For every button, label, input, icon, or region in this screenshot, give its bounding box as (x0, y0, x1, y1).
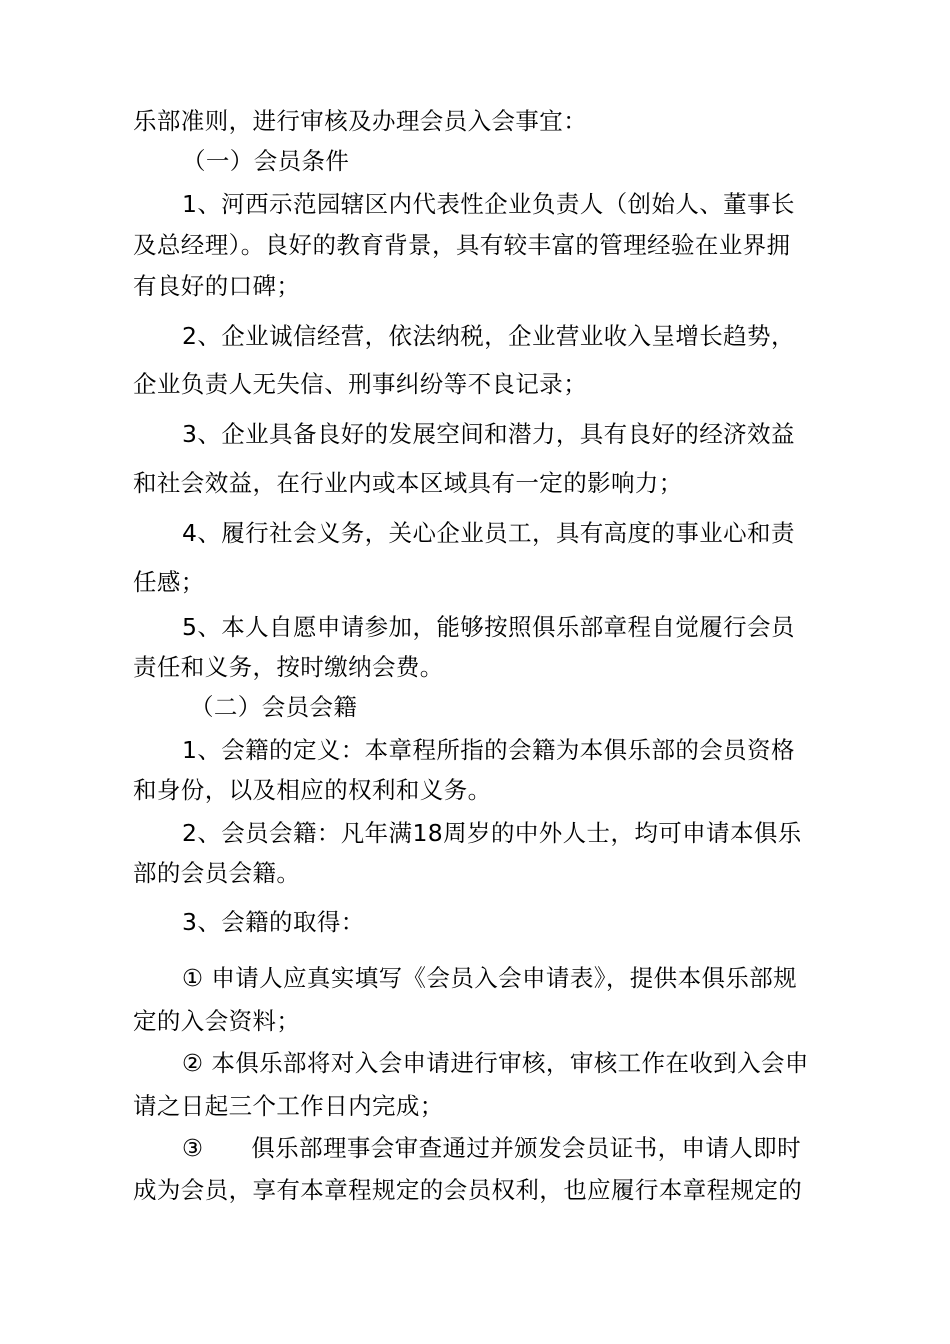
text-line: 4、履行社会义务，关心企业员工，具有高度的事业心和责 (182, 519, 795, 547)
text-line: 乐部准则，进行审核及办理会员入会事宜： (133, 107, 588, 135)
text-line: 部的会员会籍。 (133, 859, 301, 887)
text-line: 3、会籍的取得： (182, 908, 365, 936)
text-line: ③ 俱乐部理事会审查通过并颁发会员证书，申请人即时 (182, 1134, 801, 1162)
text-line: 和社会效益，在行业内或本区域具有一定的影响力； (133, 469, 683, 497)
text-line: 和身份，以及相应的权利和义务。 (133, 776, 492, 804)
text-line: 成为会员，享有本章程规定的会员权利，也应履行本章程规定的 (133, 1176, 803, 1204)
text-line: 2、企业诚信经营，依法纳税，企业营业收入呈增长趋势， (182, 322, 795, 350)
section-heading-membership: （二）会员会籍 (190, 693, 358, 721)
text-line: 2、会员会籍：凡年满18周岁的中外人士，均可申请本俱乐 (182, 819, 802, 847)
text-line: 3、企业具备良好的发展空间和潜力，具有良好的经济效益 (182, 420, 795, 448)
text-line: 责任和义务，按时缴纳会费。 (133, 653, 444, 681)
text-line: 及总经理）。良好的教育背景，具有较丰富的管理经验在业界拥 (133, 231, 791, 259)
text-line: ② 本俱乐部将对入会申请进行审核，审核工作在收到入会申 (182, 1049, 809, 1077)
section-heading-member-conditions: （一）会员条件 (182, 147, 350, 175)
text-line: 定的入会资料； (133, 1007, 301, 1035)
text-line: 有良好的口碑； (133, 272, 301, 300)
text-line: 5、本人自愿申请参加，能够按照俱乐部章程自觉履行会员 (182, 613, 795, 641)
text-line: ① 申请人应真实填写《会员入会申请表》，提供本俱乐部规 (182, 964, 798, 992)
text-line: 企业负责人无失信、刑事纠纷等不良记录； (133, 370, 588, 398)
text-line: 任感； (133, 568, 205, 596)
text-line: 1、河西示范园辖区内代表性企业负责人（创始人、董事长 (182, 190, 795, 218)
text-line: 1、会籍的定义：本章程所指的会籍为本俱乐部的会员资格 (182, 736, 795, 764)
text-line: 请之日起三个工作日内完成； (133, 1092, 444, 1120)
